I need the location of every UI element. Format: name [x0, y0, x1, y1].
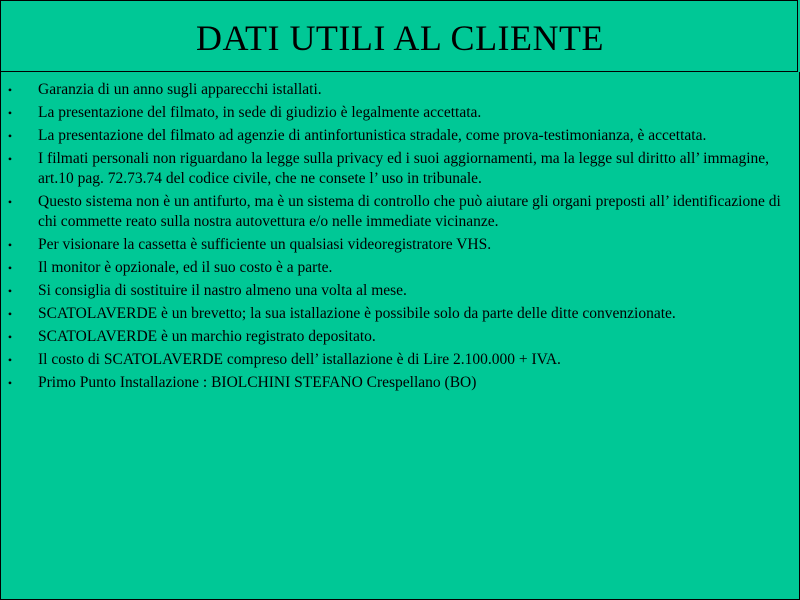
- bullet-dot-icon: •: [7, 261, 13, 275]
- bullet-text: I filmati personali non riguardano la legge sulla privacy ed i suoi aggiornamenti, ma la legge sul diritto all’ immagine, art.10 pag. 72.73.74 del codice civile, che ne consete l’ uso in tribunale.: [38, 150, 770, 187]
- bullet-dot-icon: •: [7, 152, 13, 166]
- bullet-item: [0, 235, 790, 255]
- bullet-dot-icon: •: [7, 83, 13, 97]
- bullet-text: SCATOLAVERDE è un marchio registrato depositato.: [38, 328, 376, 345]
- bullet-dot-icon: •: [7, 284, 13, 298]
- bullet-text: Primo Punto Installazione : BIOLCHINI STEFANO Crespellano (BO): [38, 374, 477, 391]
- slide-title: DATI UTILI AL CLIENTE: [195, 18, 605, 58]
- bullet-dot-icon: •: [7, 307, 13, 321]
- bullet-list: [0, 80, 790, 396]
- bullet-text: Questo sistema non è un antifurto, ma è un sistema di controllo che può aiutare gli organi preposti all’ identificazione di chi commette reato sulla nostra autovettura e/o nelle immediate vicinanze.: [38, 193, 781, 230]
- bullet-item: [0, 126, 790, 146]
- bullet-text: Garanzia di un anno sugli apparecchi istallati.: [38, 81, 322, 98]
- bullet-dot-icon: •: [7, 238, 13, 252]
- bullet-item: [0, 281, 790, 301]
- bullet-text: La presentazione del filmato ad agenzie di antinfortunistica stradale, come prova-testimonianza, è accettata.: [38, 127, 707, 144]
- bullet-text: Il monitor è opzionale, ed il suo costo è a parte.: [38, 259, 333, 276]
- bullet-item: [0, 80, 790, 100]
- bullet-dot-icon: •: [7, 129, 13, 143]
- bullet-text: Si consiglia di sostituire il nastro almeno una volta al mese.: [38, 282, 407, 299]
- bullet-dot-icon: •: [7, 106, 13, 120]
- bullet-text: Per visionare la cassetta è sufficiente un qualsiasi videoregistratore VHS.: [38, 236, 492, 253]
- bullet-dot-icon: •: [7, 353, 13, 367]
- bullet-item: [0, 149, 790, 189]
- bullet-item: [0, 258, 790, 278]
- bullet-text: La presentazione del filmato, in sede di giudizio è legalmente accettata.: [38, 104, 482, 121]
- bullet-item: [0, 373, 790, 393]
- bullet-item: [0, 304, 790, 324]
- bullet-text: Il costo di SCATOLAVERDE compreso dell’ istallazione è di Lire 2.100.000 + IVA.: [38, 351, 561, 368]
- bullet-dot-icon: •: [7, 330, 13, 344]
- bullet-item: [0, 350, 790, 370]
- bullet-dot-icon: •: [7, 195, 13, 209]
- bullet-item: [0, 192, 790, 232]
- bullet-dot-icon: •: [7, 376, 13, 390]
- bullet-text: SCATOLAVERDE è un brevetto; la sua istallazione è possibile solo da parte delle ditte convenzionate.: [38, 305, 676, 322]
- bullet-item: [0, 103, 790, 123]
- bullet-item: [0, 327, 790, 347]
